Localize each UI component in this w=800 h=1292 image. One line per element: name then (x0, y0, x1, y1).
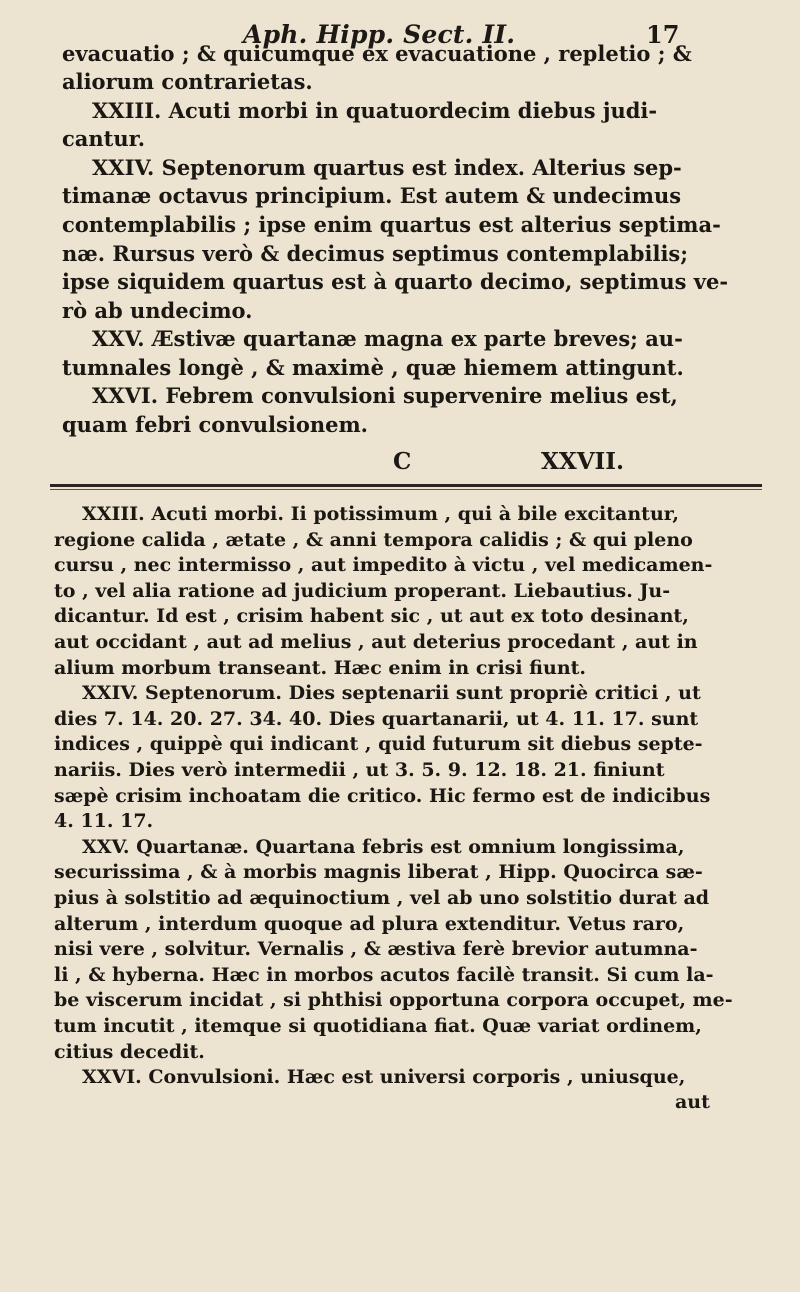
commentary-line: XXIV. Septenorum. Dies septenarii sunt propriè critici , ut (82, 682, 701, 704)
commentary-line: be viscerum incidat , si phthisi opportuna corpora occupet, me- (54, 989, 733, 1011)
aphorism-line: aliorum contrarietas. (62, 69, 313, 94)
signature-mark: C (393, 448, 412, 475)
bottom-catchword: aut (675, 1091, 710, 1113)
commentary-line: XXVI. Convulsioni. Hæc est universi corporis , uniusque, (82, 1066, 686, 1088)
aphorism-line: ipse siquidem quartus est à quarto decimo, septimus ve- (62, 269, 729, 294)
commentary-line: regione calida , ætate , & anni tempora calidis ; & qui pleno (54, 529, 693, 551)
commentary-line: to , vel alia ratione ad judicium properant. Liebautius. Ju- (54, 580, 671, 602)
commentary-line: alium morbum transeant. Hæc enim in crisi fiunt. (54, 657, 587, 679)
page-number: 17 (646, 20, 680, 49)
divider-rule-thin (50, 489, 762, 490)
commentary-line: 4. 11. 17. (54, 810, 154, 832)
commentary-line: tum incutit , itemque si quotidiana fiat. Quæ variat ordinem, (54, 1015, 702, 1037)
commentary-line: aut occidant , aut ad melius , aut deterius procedant , aut in (54, 631, 698, 653)
aphorism-line: næ. Rursus verò & decimus septimus contemplabilis; (62, 241, 688, 266)
commentary-line: sæpè crisim inchoatam die critico. Hic fermo est de indicibus (54, 785, 711, 807)
aphorism-line: XXIV. Septenorum quartus est index. Alterius sep- (92, 155, 682, 180)
aphorism-line: XXV. Æstivæ quartanæ magna ex parte breves; au- (92, 326, 683, 351)
aphorism-line: evacuatio ; & quicumque ex evacuatione , repletio ; & (62, 41, 692, 66)
commentary-line: securissima , & à morbis magnis liberat , Hipp. Quocirca sæ- (54, 861, 703, 883)
running-title: Aph. Hipp. Sect. II. (243, 20, 516, 49)
commentary-line: dies 7. 14. 20. 27. 34. 40. Dies quartanarii, ut 4. 11. 17. sunt (54, 708, 699, 730)
divider-rule (50, 484, 762, 487)
commentary-line: nariis. Dies verò intermedii , ut 3. 5. 9. 12. 18. 21. finiunt (54, 759, 665, 781)
commentary-line: XXV. Quartanæ. Quartana febris est omnium longissima, (82, 836, 685, 858)
commentary-line: pius à solstitio ad æquinoctium , vel ab uno solstitio durat ad (54, 887, 710, 909)
aphorism-line: cantur. (62, 126, 146, 151)
aphorism-line: contemplabilis ; ipse enim quartus est alterius septima- (62, 212, 721, 237)
commentary-line: nisi vere , solvitur. Vernalis , & æstiva ferè brevior autumna- (54, 938, 698, 960)
commentary-line: alterum , interdum quoque ad plura extenditur. Vetus raro, (54, 913, 685, 935)
aphorism-line: XXVI. Febrem convulsioni supervenire melius est, (92, 383, 678, 408)
commentary-line: citius decedit. (54, 1041, 205, 1063)
aphorism-line: tumnales longè , & maximè , quæ hiemem attingunt. (62, 355, 684, 380)
aphorism-line: quam febri convulsionem. (62, 412, 368, 437)
commentary-line: XXIII. Acuti morbi. Ii potissimum , qui à bile excitantur, (82, 503, 679, 525)
aphorism-line: timanæ octavus principium. Est autem & undecimus (62, 183, 682, 208)
commentary-line: li , & hyberna. Hæc in morbos acutos facilè transit. Si cum la- (54, 964, 714, 986)
commentary-line: indices , quippè qui indicant , quid futurum sit diebus septe- (54, 733, 703, 755)
catchword: XXVII. (541, 448, 625, 475)
commentary-line: dicantur. Id est , crisim habent sic , ut aut ex toto desinant, (54, 605, 689, 627)
aphorism-line: XXIII. Acuti morbi in quatuordecim diebus judi- (92, 98, 658, 123)
aphorism-line: rò ab undecimo. (62, 298, 253, 323)
commentary-line: cursu , nec intermisso , aut impedito à victu , vel medicamen- (54, 554, 713, 576)
